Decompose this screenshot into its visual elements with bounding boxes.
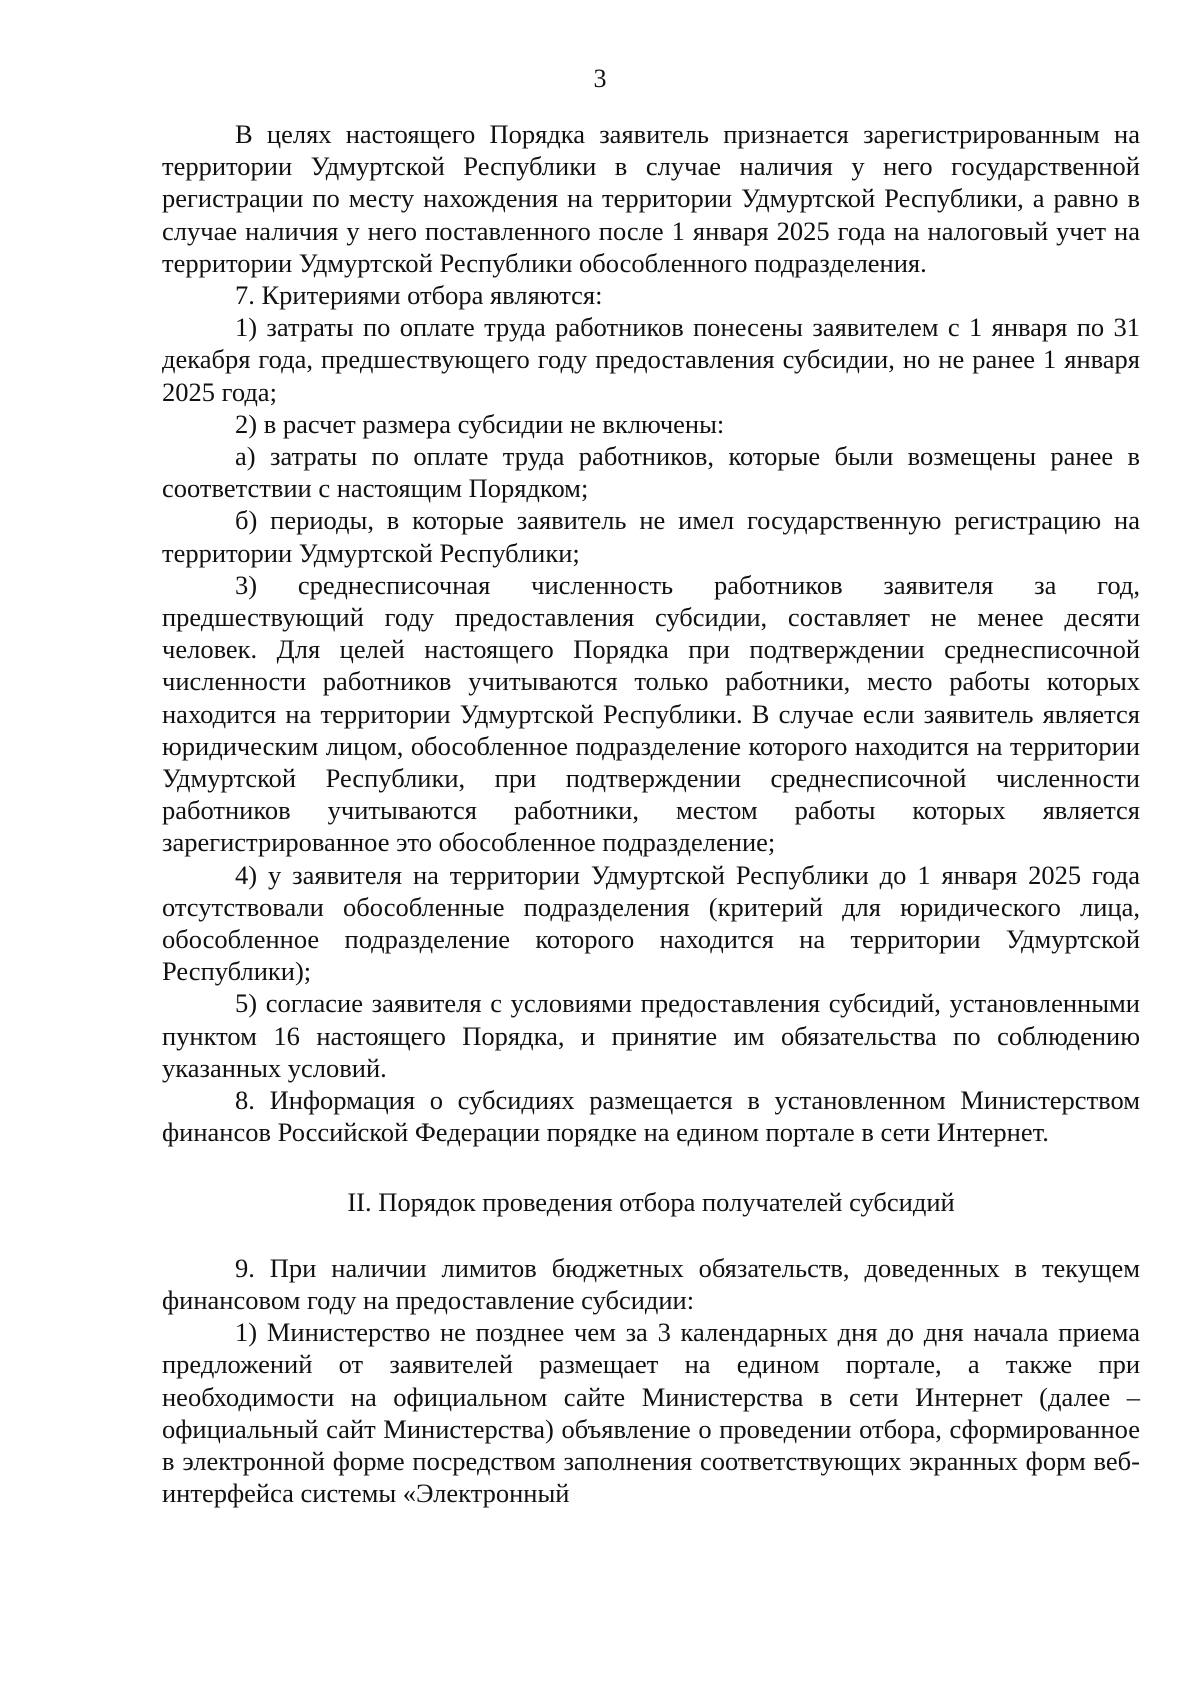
paragraph-clause-9-item-1: 1) Министерство не позднее чем за 3 календарных дня до дня начала приема предложений от заявителей размещает на едином портале, а также при необходимости на официальном сайте Министерства в сети Интернет (далее – официальный сайт Министерства) объявление о проведении отбора, сформированное в электронной форме посредством заполнения соответствующих экранных форм веб-интерфейса системы «Электронный bbox=[162, 1317, 1140, 1509]
paragraph-clause-8: 8. Информация о субсидиях размещается в установленном Министерством финансов Российской Федерации порядке на едином портале в сети Интернет. bbox=[162, 1085, 1140, 1148]
paragraph-criterion-2a: а) затраты по оплате труда работников, которые были возмещены ранее в соответствии с настоящим Порядком; bbox=[162, 441, 1140, 504]
paragraph-registration-definition: В целях настоящего Порядка заявитель признается зарегистрированным на территории Удмуртской Республики в случае наличия у него государственной регистрации по месту нахождения на территории Удмуртской Республики, а равно в случае наличия у него поставленного после 1 января 2025 года на налоговый учет на территории Удмуртской Республики обособленного подразделения. bbox=[162, 119, 1140, 278]
paragraph-criterion-4: 4) у заявителя на территории Удмуртской Республики до 1 января 2025 года отсутствовали обособленные подразделения (критерий для юридического лица, обособленное подразделение которого находится на территории Удмуртской Республики); bbox=[162, 859, 1140, 987]
paragraph-clause-7: 7. Критериями отбора являются: bbox=[235, 280, 603, 311]
paragraph-criterion-2b: б) периоды, в которые заявитель не имел государственную регистрацию на территории Удмуртской Республики; bbox=[162, 505, 1140, 568]
document-body bbox=[162, 118, 1140, 1509]
paragraph-criterion-3: 3) среднесписочная численность работников заявителя за год, предшествующий году предоставления субсидии, составляет не менее десяти человек. Для целей настоящего Порядка при подтверждении среднесписочной численности работников учитываются только работники, место работы которых находится на территории Удмуртской Республики. В случае если заявитель является юридическим лицом, обособленное подразделение которого находится на территории Удмуртской Республики, при подтверждении среднесписочной численности работников учитываются работники, местом работы которых является зарегистрированное это обособленное подразделение; bbox=[162, 569, 1140, 858]
page-number: 3 bbox=[593, 64, 607, 93]
paragraph-criterion-1: 1) затраты по оплате труда работников понесены заявителем с 1 января по 31 декабря года, предшествующего году предоставления субсидии, но не ранее 1 января 2025 года; bbox=[162, 312, 1140, 407]
section-heading: II. Порядок проведения отбора получателей субсидий bbox=[347, 1186, 955, 1217]
paragraph-criterion-2: 2) в расчет размера субсидии не включены: bbox=[235, 408, 725, 439]
paragraph-clause-9: 9. При наличии лимитов бюджетных обязательств, доведенных в текущем финансовом году на предоставление субсидии: bbox=[162, 1252, 1140, 1315]
paragraph-criterion-5: 5) согласие заявителя с условиями предоставления субсидий, установленными пунктом 16 настоящего Порядка, и принятие им обязательства по соблюдению указанных условий. bbox=[162, 988, 1140, 1083]
